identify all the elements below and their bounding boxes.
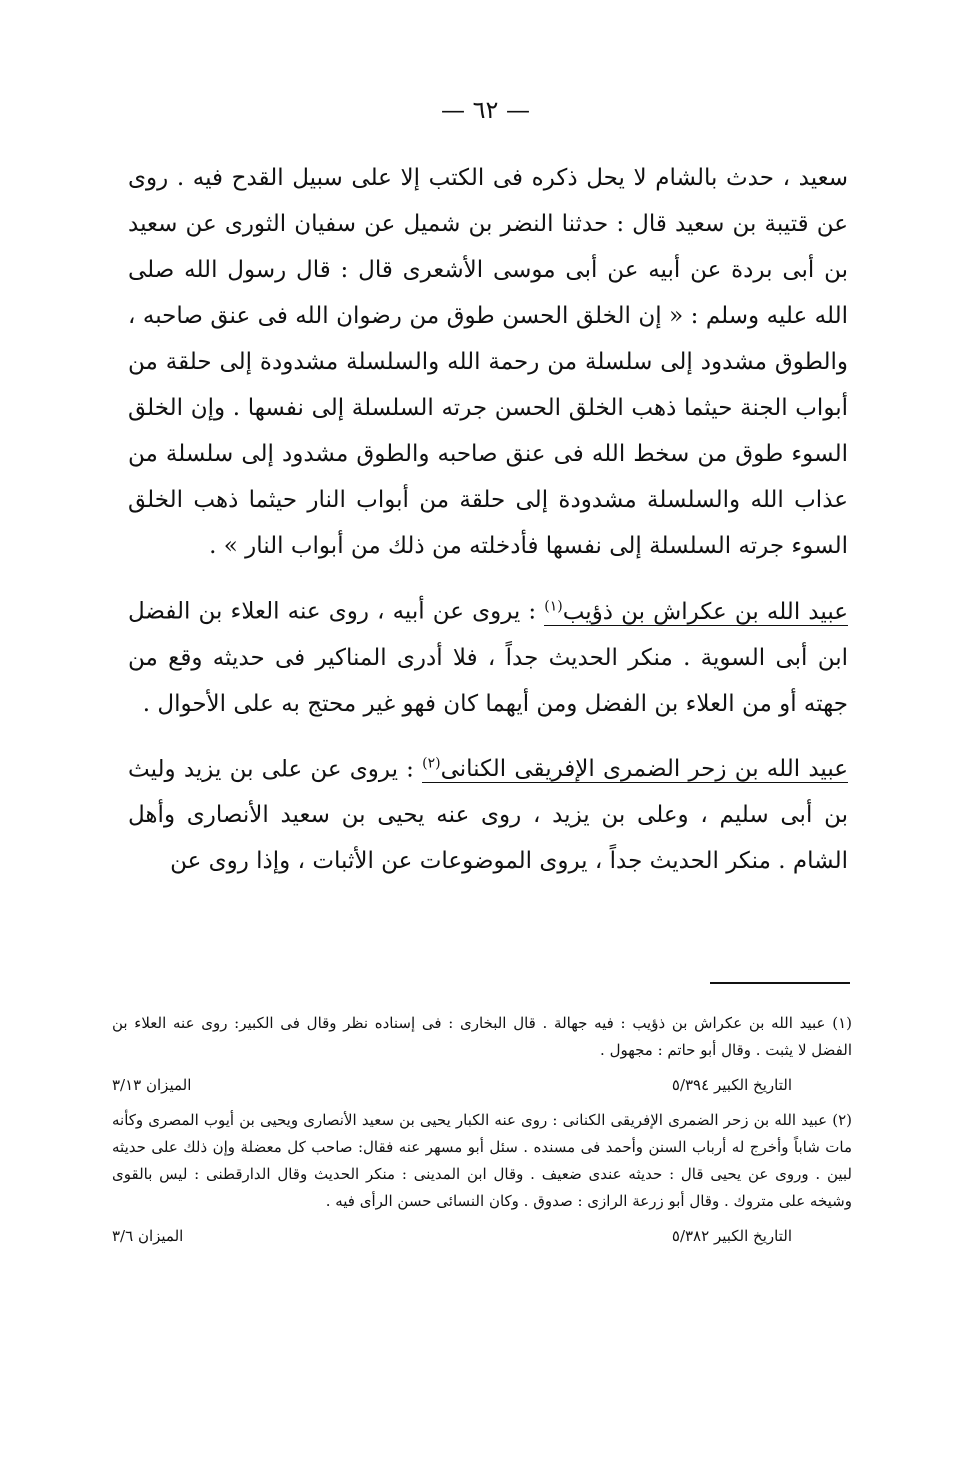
- footnote-ref-mizan: الميزان ٣/٦: [112, 1227, 184, 1245]
- paragraph-entry-ibn-ikrash: [128, 583, 848, 727]
- footnote-marker: (٢): [422, 755, 441, 772]
- footnote-ref-tarikh: التاريخ الكبير ٥/٣٨٢: [671, 1227, 792, 1245]
- page-number: — ٦٢ —: [440, 96, 531, 124]
- footnote-ref-tarikh: التاريخ الكبير ٥/٣٩٤: [671, 1076, 792, 1094]
- entry-heading: عبيد الله بن زحر الضمرى الإفريقى الكنانى$^{(٢)}$: [422, 755, 848, 783]
- footnotes: [112, 1010, 852, 1258]
- paragraph-entry-ibn-zahr: [128, 741, 848, 885]
- footnote-ref-mizan: الميزان ٣/١٣: [112, 1076, 192, 1094]
- footnote-2-references: [112, 1223, 852, 1250]
- footnote-1: (١) عبيد الله بن عكراش بن ذؤيب : فيه جهالة . قال البخارى : فى إسناده نظر وقال فى الكبير: روى عنه العلاء بن الفضل لا يثبت . وقال أبو حاتم : مجهول .: [112, 1014, 852, 1059]
- footnote-2: (٢) عبيد الله بن زحر الضمرى الإفريقى الكنانى : روى عنه الكبار يحيى بن سعيد الأنصارى ويحيى بن أيوب المصرى وكأنه مات شاباً وأخرج له أرباب السنن وأحمد فى مسنده . سئل أبو مسهر عنه فقال: صاحب كل معضلة وإن ذلك على حديثه لبين . وروى عن يحيى قال : حديثه عندى ضعيف . وقال ابن المدينى : منكر الحديث وقال الدارقطنى : ليس بالقوى وشيخه على متروك . وقال أبو زرعة الرازى : صدوق . وكان النسائى حسن الرأى فيه .: [112, 1111, 852, 1210]
- entry-text: : يروى عن أبيه ، روى عنه العلاء بن الفضل ابن أبى السوية . منكر الحديث جداً ، فلا أدرى المناكير فى حديثه وقع من جهته أو من العلاء بن الفضل ومن أيهما كان فهو غير محتج به على الأحوال .: [128, 598, 849, 717]
- footnote-1-references: [112, 1072, 852, 1099]
- paragraph-continuation: سعيد ، حدث بالشام لا يحل ذكره فى الكتب إلا على سبيل القدح فيه . روى عن قتيبة بن سعيد قال : حدثنا النضر بن شميل عن سفيان الثورى عن سعيد بن أبى بردة عن أبيه عن أبى موسى الأشعرى قال : قال رسول الله صلى الله عليه وسلم : « إن الخلق الحسن طوق من رضوان الله فى عنق صاحبه ، والطوق مشدود إلى سلسلة من رحمة الله والسلسلة مشدودة إلى حلقة من أبواب الجنة حيثما ذهب الخلق الحسن جرته السلسلة إلى نفسها . وإن الخلق السوء طوق من سخط الله فى عنق صاحبه والطوق مشدود إلى سلسلة من عذاب الله والسلسلة مشدودة إلى حلقة من أبواب النار حيثما ذهب الخلق السوء جرته السلسلة إلى نفسها فأدخلته من ذلك من أبواب النار » .: [128, 165, 848, 559]
- entry-text: : يروى عن على بن يزيد وليث بن أبى سليم ، وعلى بن يزيد ، روى عنه يحيى بن سعيد الأنصارى وأهل الشام . منكر الحديث جداً ، يروى الموضوعات عن الأثبات ، وإذا روى عن: [128, 756, 848, 875]
- footnote-marker: (١): [544, 598, 563, 614]
- footnote-divider: [710, 982, 850, 984]
- entry-heading: عبيد الله بن عكراش بن ذؤيب$^{(١)}$: [544, 598, 848, 625]
- main-text: [128, 155, 848, 898]
